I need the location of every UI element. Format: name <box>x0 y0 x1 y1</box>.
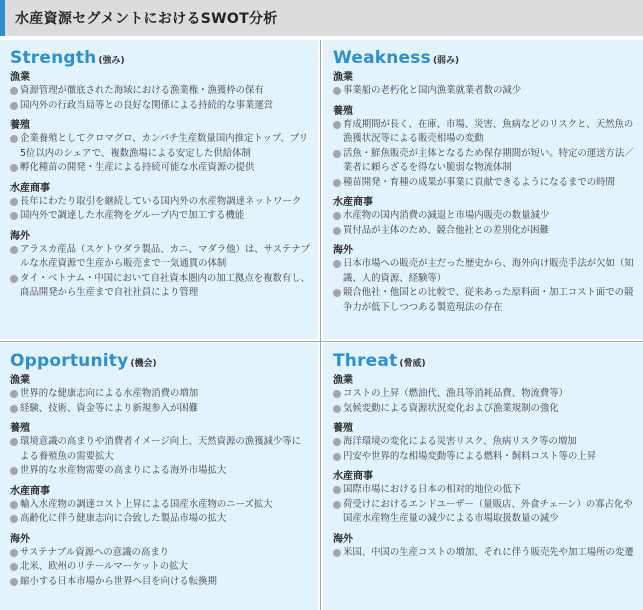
bullet-icon <box>333 121 341 129</box>
list-item <box>10 209 310 224</box>
bullet-icon <box>10 102 18 110</box>
list-item <box>10 435 310 464</box>
bullet-icon <box>333 289 341 297</box>
bullet-icon <box>333 179 341 187</box>
bullet-icon <box>333 486 341 494</box>
list-item-text: サステナブル資源への意識の高まり <box>20 546 170 558</box>
list-item-text: 米国、中国の生産コストの増加、それに伴う販売先や加工場所の変遷 <box>343 546 634 558</box>
bullet-icon <box>10 405 18 413</box>
list-item <box>10 402 310 417</box>
category-label: 水産商事 <box>10 182 50 194</box>
list-item-text: 荷受けにおけるエンドユーザー（量販店、外食チェーン）の寡占化や国産水産物生産量の減少による市場取扱数量の減少 <box>343 498 633 524</box>
opportunity-title: Opportunity <box>10 351 129 371</box>
list-item-text: 円安や世界的な相場変動等による燃料・飼料コスト等の上昇 <box>343 450 597 462</box>
list-item-text: コストの上昇（燃油代、漁具等消耗品費、物流費等） <box>343 388 569 399</box>
category-label: 養殖 <box>333 105 353 117</box>
list-item-text: 国際市場における日本の相対的地位の低下 <box>343 484 522 495</box>
list-item <box>10 560 310 575</box>
strength-quadrant <box>0 40 318 339</box>
list-item-text: 経験、技術、資金等により新規参入が困難 <box>20 402 199 414</box>
category-label: 水産商事 <box>333 197 373 208</box>
list-item-text: 気候変動による資源状況変化および漁業規制の強化 <box>343 402 559 414</box>
list-item <box>10 195 310 210</box>
list-item-text: タイ・ベトナム・中国において自社資本圏内の加工拠点を複数有し、商品開発から生産まで自社社員により管理 <box>20 272 310 298</box>
category-label: 漁業 <box>333 72 353 83</box>
page-title: 水産資源セグメントにおけるSWOT分析 <box>15 11 278 27</box>
category-label: 海外 <box>10 533 30 545</box>
bullet-icon <box>333 405 341 413</box>
bullet-icon <box>10 275 18 283</box>
list-item-text: 水産物の国内消費の減退と市場内販売の数量減少 <box>343 210 550 221</box>
list-item-text: 世界的な水産物需要の高まりによる海外市場拡大 <box>20 465 227 476</box>
strength-heading <box>10 48 310 68</box>
horizontal-divider <box>0 341 643 342</box>
list-item <box>333 84 635 99</box>
list-item-text: 孵化種苗の開発・生産による持続可能な水産資源の提供 <box>20 162 255 173</box>
list-item <box>333 257 635 286</box>
opportunity-heading <box>10 351 310 371</box>
bullet-icon <box>10 87 18 95</box>
list-item <box>10 84 310 99</box>
list-item <box>333 546 635 561</box>
list-item <box>10 243 310 272</box>
list-item <box>333 450 635 465</box>
list-item-text: 北米、欧州のリテールマーケットの拡大 <box>20 561 188 572</box>
bullet-icon <box>333 453 341 461</box>
page-title-bar <box>0 0 643 36</box>
list-item <box>333 209 635 224</box>
list-item-text: 企業養殖としてクロマグロ、カンパチ生産数量国内推定トップ、ブリ5位以内のシェアで、複数漁場による安定した供給体制 <box>20 133 309 159</box>
bullet-icon <box>10 212 18 220</box>
threat-quadrant <box>323 343 643 610</box>
list-item <box>10 512 310 527</box>
bullet-icon <box>333 150 341 158</box>
list-item <box>333 118 635 147</box>
threat-body <box>333 374 635 560</box>
bullet-icon <box>10 563 18 571</box>
list-item <box>10 387 310 402</box>
list-item-text: 海洋環境の変化による災害リスク、魚病リスク等の増加 <box>343 436 577 447</box>
strength-subtitle: (強み) <box>98 56 125 66</box>
bullet-icon <box>10 164 18 172</box>
vertical-divider <box>320 40 321 610</box>
list-item-text: 国内外で調達した水産物をグループ内で加工する機能 <box>20 210 245 221</box>
list-item <box>333 387 635 402</box>
bullet-icon <box>10 438 18 446</box>
list-item <box>333 147 635 176</box>
category-label: 海外 <box>333 533 353 545</box>
opportunity-subtitle: (機会) <box>130 359 157 369</box>
bullet-icon <box>333 87 341 95</box>
list-item <box>333 176 635 191</box>
list-item-text: 資源管理が徹底された海域における漁業権・漁獲枠の保有 <box>20 85 264 96</box>
opportunity-quadrant <box>0 343 318 610</box>
category-label: 海外 <box>333 245 353 256</box>
list-item-text: アラスカ産品（スケトウダラ製品、カニ、マダラ他）は、サステナブルな水産資源で生産から販売まで一気通貫の体制 <box>20 243 310 269</box>
list-item <box>10 546 310 561</box>
list-item <box>10 498 310 513</box>
bullet-icon <box>333 438 341 446</box>
list-item <box>333 402 635 417</box>
list-item-text: 種苗開発・育種の成果が事業に貢献できるようになるまでの時間 <box>343 176 615 188</box>
bullet-icon <box>10 515 18 523</box>
strength-title: Strength <box>10 48 97 68</box>
list-item <box>10 464 310 479</box>
list-item-text: 縮小する日本市場から世界へ目を向ける転換期 <box>20 575 217 587</box>
list-item <box>333 483 635 498</box>
bullet-icon <box>10 578 18 586</box>
weakness-subtitle: (弱み) <box>432 56 460 66</box>
bullet-icon <box>333 501 341 509</box>
bullet-icon <box>333 390 341 398</box>
bullet-icon <box>10 135 18 143</box>
list-item <box>10 575 310 590</box>
list-item-text: 高齢化に伴う健康志向に合致した製品市場の拡大 <box>20 513 227 524</box>
list-item-text: 国内外の行政当局等との良好な関係による持続的な事業運営 <box>20 99 274 111</box>
weakness-title: Weakness <box>333 48 431 68</box>
list-item-text: 長年にわたり取引を継続している国内外の水産物調達ネットワーク <box>20 195 302 207</box>
bullet-icon <box>10 246 18 254</box>
list-item-text: 競合他社・他国との比較で、従来あった原料面・加工コスト面での競争力が低下しつつある製造現法の存在 <box>343 287 634 313</box>
list-item <box>333 435 635 450</box>
category-label: 漁業 <box>10 375 30 386</box>
category-label: 海外 <box>10 230 30 242</box>
bullet-icon <box>10 467 18 475</box>
list-item-text: 買付品が主体のため、競合他社との差別化が困難 <box>343 224 549 236</box>
list-item <box>10 99 310 114</box>
list-item <box>10 272 310 301</box>
list-item <box>333 498 635 527</box>
category-label: 漁業 <box>10 72 30 83</box>
category-label: 漁業 <box>333 375 353 386</box>
list-item-text: 活魚・鮮魚販売が主体となるため保存期間が短い。特定の運送方法／業者に頼らざるを得ない脆弱な物流体制 <box>343 147 634 173</box>
list-item <box>333 286 635 315</box>
bullet-icon <box>10 501 18 509</box>
bullet-icon <box>333 260 341 268</box>
category-label: 養殖 <box>10 120 30 131</box>
list-item-text: 世界的な健康志向による水産物消費の増加 <box>20 388 199 399</box>
list-item-text: 輸入水産物の調達コスト上昇による国産水産物のニーズ拡大 <box>20 498 273 510</box>
category-label: 水産商事 <box>10 485 50 497</box>
list-item <box>10 161 310 176</box>
opportunity-body <box>10 374 310 589</box>
list-item-text: 育成期間が長く、在庫、市場、災害、魚病などのリスクと、天然魚の漁獲状況等による販売相場の変動 <box>343 118 634 144</box>
threat-title: Threat <box>333 351 398 371</box>
weakness-body <box>333 71 635 315</box>
weakness-quadrant <box>323 40 643 339</box>
bullet-icon <box>10 390 18 398</box>
bullet-icon <box>10 198 18 206</box>
bullet-icon <box>10 549 18 557</box>
category-label: 養殖 <box>10 423 30 434</box>
list-item <box>333 224 635 239</box>
list-item <box>10 132 310 161</box>
bullet-icon <box>333 549 341 557</box>
list-item-text: 環境意識の高まりや消費者イメージ向上、天然資源の漁獲減少等による養殖魚の需要拡大 <box>20 436 301 462</box>
list-item-text: 日本市場への販売が主だった歴史から、海外向け販売手法が欠如（知識、人的資源、経験等） <box>343 258 634 284</box>
category-label: 養殖 <box>333 423 353 434</box>
threat-heading <box>333 351 635 371</box>
bullet-icon <box>333 227 341 235</box>
strength-body <box>10 71 310 301</box>
list-item-text: 事業船の老朽化と国内漁業就業者数の減少 <box>343 85 522 96</box>
weakness-heading <box>333 48 635 68</box>
category-label: 水産商事 <box>333 471 373 482</box>
threat-subtitle: (脅威) <box>399 359 426 369</box>
bullet-icon <box>333 212 341 220</box>
